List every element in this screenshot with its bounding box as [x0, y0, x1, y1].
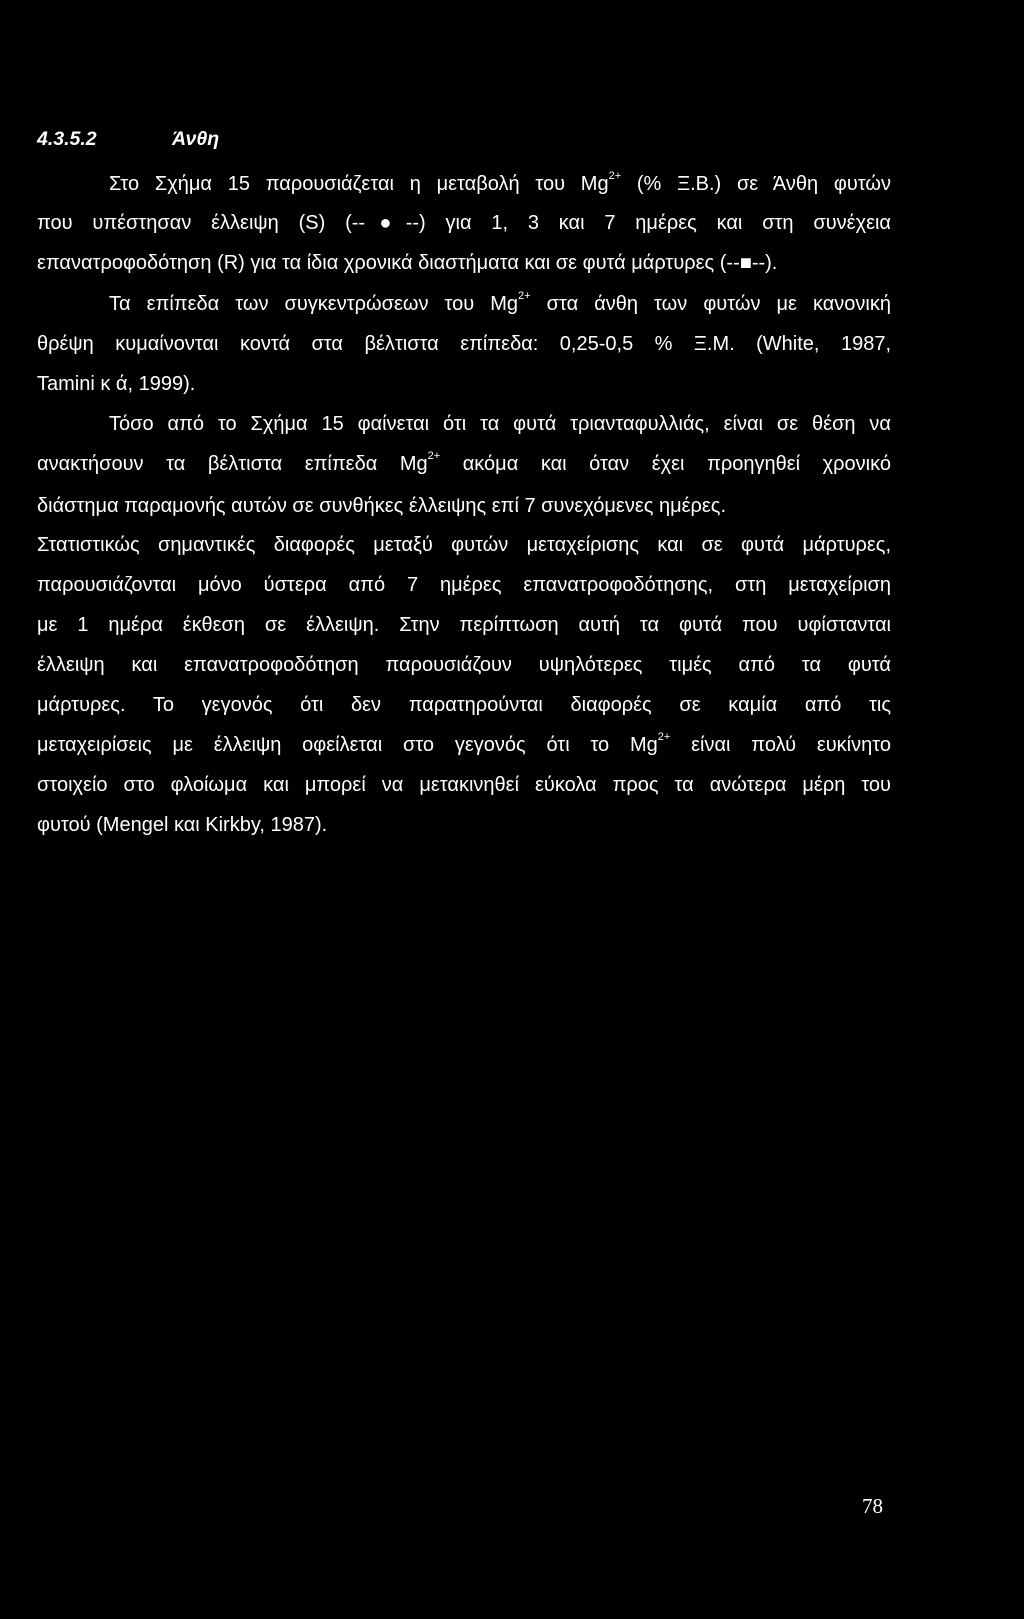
- text-line: παρουσιάζονται μόνο ύστερα από 7 ημέρες επανατροφοδότησης, στη μεταχείριση: [37, 574, 891, 596]
- text-line: στοιχείο στο φλοίωμα και μπορεί να μετακινηθεί εύκολα προς τα ανώτερα μέρη του: [37, 774, 891, 796]
- text-line: διάστημα παραμονής αυτών σε συνθήκες έλλειψης επί 7 συνεχόμενες ημέρες.: [37, 495, 727, 517]
- text-line: μεταχειρίσεις με έλλειψη οφείλεται στο γεγονός ότι το $Mg^{2+}$ είναι πολύ ευκίνητο: [37, 731, 891, 756]
- text-line: επανατροφοδότηση (R) για τα ίδια χρονικά διαστήματα και σε φυτά μάρτυρες (--■--).: [37, 252, 778, 274]
- text-line: Τόσο από το Σχήμα 15 φαίνεται ότι τα φυτά τριανταφυλλιάς, είναι σε θέση να: [109, 413, 891, 435]
- text-line: έλλειψη και επανατροφοδότηση παρουσιάζουν υψηλότερες τιμές από τα φυτά: [37, 654, 891, 676]
- section-title: Άνθη: [172, 128, 220, 150]
- text-line: ανακτήσουν τα βέλτιστα επίπεδα $Mg^{2+}$ ακόμα και όταν έχει προηγηθεί χρονικό: [37, 450, 891, 475]
- section-heading: [37, 128, 219, 151]
- text-line: Tamini κ ά, 1999).: [37, 373, 196, 395]
- text-line: Τα επίπεδα των συγκεντρώσεων του $Mg^{2+}$ στα άνθη των φυτών με κανονική: [109, 290, 891, 315]
- text-line: Στο Σχήμα 15 παρουσιάζεται η μεταβολή του $Mg^{2+}$ (% Ξ.Β.) σε Άνθη φυτών: [109, 170, 892, 195]
- text-line: με 1 ημέρα έκθεση σε έλλειψη. Στην περίπτωση αυτή τα φυτά που υφίστανται: [37, 614, 891, 636]
- section-number: 4.3.5.2: [37, 128, 97, 150]
- text-line: που υπέστησαν έλλειψη (S) (--●--) για 1, 3 και 7 ημέρες και στη συνέχεια: [37, 212, 891, 234]
- text-line: θρέψη κυμαίνονται κοντά στα βέλτιστα επίπεδα: 0,25-0,5 % Ξ.Μ. (White, 1987,: [37, 333, 891, 355]
- text-line: μάρτυρες. Το γεγονός ότι δεν παρατηρούνται διαφορές σε καμία από τις: [37, 694, 891, 716]
- text-line: φυτού (Mengel και Kirkby, 1987).: [37, 814, 328, 836]
- text-line: Στατιστικώς σημαντικές διαφορές μεταξύ φυτών μεταχείρισης και σε φυτά μάρτυρες,: [37, 534, 891, 556]
- page-number: 78: [862, 1494, 883, 1518]
